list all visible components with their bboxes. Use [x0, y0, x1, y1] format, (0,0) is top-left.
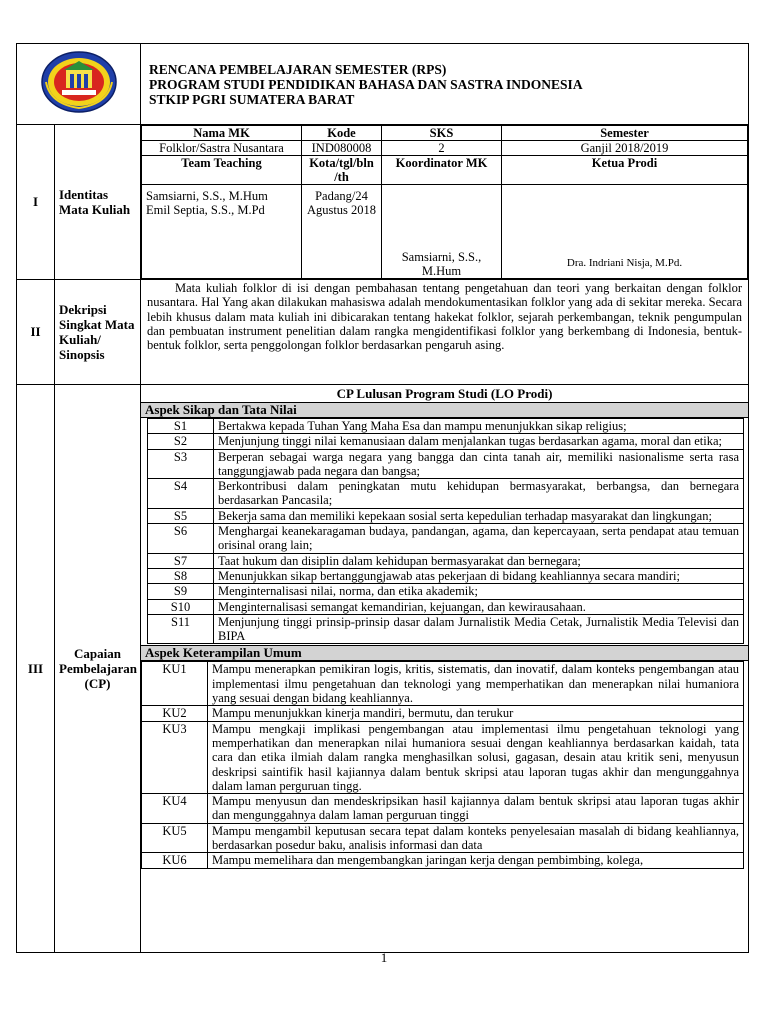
- sikap-description: Berkontribusi dalam peningkatan mutu kehidupan bermasyarakat, berbangsa, dan bernegara berdasarkan Pancasila;: [214, 479, 744, 509]
- ku-code: KU6: [142, 853, 208, 868]
- section-1-label: Identitas Mata Kuliah: [55, 125, 141, 280]
- sikap-row: [148, 419, 744, 434]
- value-kode: IND080008: [302, 141, 382, 156]
- ku-description: Mampu mengkaji implikasi pengembangan atau implementasi ilmu pengetahuan teknologi yang memperhatikan dan menerapkan nilai humaniora sesuai dengan keahliannya berdasarkan kaidah, tata cara dan etika ilmiah dalam rangka menghasilkan solusi, gagasan, desain atau kritik seni, menyusun deskripsi saintifik hasil kajiannya dalam bentuk skripsi atau laporan tugas akhir dan mengunggahnya dalam laman perguruan tingg.: [208, 721, 744, 793]
- ku-code: KU4: [142, 794, 208, 824]
- ku-description: Mampu menerapkan pemikiran logis, kritis, sistematis, dan inovatif, dalam konteks pengembangan atau implementasi ilmu pengetahuan dan teknologi yang memperhatikan dan menerapkan nilai humaniora yang sesuai dengan bidang keahliannya.: [208, 662, 744, 706]
- sikap-row: [148, 449, 744, 479]
- ku-row: [142, 823, 744, 853]
- team-teaching-cell: [142, 185, 302, 279]
- sikap-description: Taat hukum dan disiplin dalam kehidupan bermasyarakat dan bernegara;: [214, 553, 744, 568]
- sikap-row: [148, 479, 744, 509]
- sikap-row: [148, 568, 744, 583]
- header-sks: SKS: [382, 126, 502, 141]
- sikap-description: Bertakwa kepada Tuhan Yang Maha Esa dan mampu menunjukkan sikap religius;: [214, 419, 744, 434]
- header-kota-tgl: Kota/tgl/bln /th: [302, 156, 382, 185]
- sikap-row: [148, 508, 744, 523]
- rps-document: [16, 43, 748, 953]
- title-line-1: RENCANA PEMBELAJARAN SEMESTER (RPS): [149, 61, 447, 77]
- sikap-description: Menunjukkan sikap bertanggungjawab atas pekerjaan di bidang keahliannya secara mandiri;: [214, 568, 744, 583]
- ku-description: Mampu mengambil keputusan secara tepat dalam konteks penyelesaian masalah di bidang keahliannya, berdasarkan posedur baku, analisis informasi dan data: [208, 823, 744, 853]
- sikap-description: Menjunjung tinggi nilai kemanusiaan dalam menjalankan tugas berdasarkan agama, moral dan etika;: [214, 434, 744, 449]
- ku-description: Mampu menunjukkan kinerja mandiri, bermutu, dan terukur: [208, 706, 744, 721]
- team-member-2: Emil Septia, S.S., M.Pd: [146, 203, 265, 217]
- sikap-code: S5: [148, 508, 214, 523]
- ku-code: KU3: [142, 721, 208, 793]
- ku-table: [141, 661, 744, 868]
- sikap-code: S8: [148, 568, 214, 583]
- sikap-code: S4: [148, 479, 214, 509]
- header-team-teaching: Team Teaching: [142, 156, 302, 185]
- ku-code: KU1: [142, 662, 208, 706]
- document-title: [141, 44, 749, 125]
- rps-table: [16, 43, 749, 953]
- sikap-code: S7: [148, 553, 214, 568]
- sikap-row: [148, 553, 744, 568]
- ketua-prodi-name: Dra. Indriani Nisja, M.Pd.: [502, 185, 748, 279]
- value-nama-mk: Folklor/Sastra Nusantara: [142, 141, 302, 156]
- value-sks: 2: [382, 141, 502, 156]
- sikap-row: [148, 584, 744, 599]
- team-member-1: Samsiarni, S.S., M.Hum: [146, 189, 268, 203]
- sikap-row: [148, 614, 744, 644]
- ku-row: [142, 853, 744, 868]
- section-1-number: I: [17, 125, 55, 280]
- ku-code: KU2: [142, 706, 208, 721]
- institution-seal-icon: [40, 50, 118, 114]
- koordinator-name: Samsiarni, S.S., M.Hum: [382, 185, 502, 279]
- sikap-description: Berperan sebagai warga negara yang bangga dan cinta tanah air, memiliki nasionalisme serta rasa tanggungjawab pada negara dan bangsa;: [214, 449, 744, 479]
- sikap-description: Menginternalisasi nilai, norma, dan etika akademik;: [214, 584, 744, 599]
- cp-heading: CP Lulusan Program Studi (LO Prodi): [336, 386, 553, 401]
- sikap-code: S11: [148, 614, 214, 644]
- sikap-row: [148, 524, 744, 554]
- header-nama-mk: Nama MK: [142, 126, 302, 141]
- header-koordinator: Koordinator MK: [382, 156, 502, 185]
- ku-code: KU5: [142, 823, 208, 853]
- value-semester: Ganjil 2018/2019: [502, 141, 748, 156]
- ku-row: [142, 721, 744, 793]
- title-line-3: STKIP PGRI SUMATERA BARAT: [149, 91, 355, 107]
- header-semester: Semester: [502, 126, 748, 141]
- ku-row: [142, 794, 744, 824]
- sikap-row: [148, 599, 744, 614]
- sikap-description: Bekerja sama dan memiliki kepekaan sosial serta kepedulian terhadap masyarakat dan lingkungan;: [214, 508, 744, 523]
- aspect-sikap-title: Aspek Sikap dan Tata Nilai: [141, 402, 748, 418]
- aspect-ku-title: Aspek Keterampilan Umum: [141, 645, 748, 661]
- sikap-code: S10: [148, 599, 214, 614]
- place-date: Padang/24 Agustus 2018: [302, 185, 382, 279]
- section-2-label: Dekripsi Singkat Mata Kuliah/ Sinopsis: [55, 280, 141, 385]
- ku-description: Mampu memelihara dan mengembangkan jaringan kerja dengan pembimbing, kolega,: [208, 853, 744, 868]
- section-2-number: II: [17, 280, 55, 385]
- ku-row: [142, 662, 744, 706]
- logo-cell: [17, 44, 141, 125]
- synopsis-body: Mata kuliah folklor di isi dengan pembahasan tentang pengetahuan dan teori yang berkaitan dengan folklor nusantara. Hal Yang akan dilakukan mahasiswa adalah mendokumentasikan folklor yang ada di sekitar mereka. Secara lebih khusus dalam mata kuliah ini dibicarakan tentang hakekat folklor, sejarah perkembangan, teknik pengumpulan dan pembuatan instrument penelitian dalam rangka mengidentifikasi folklor yang berkembang di Indonesia, bentuk-bentuk folklor, serta penggolongan folklor berdasarkan pengaruh asing.: [147, 281, 742, 353]
- ku-row: [142, 706, 744, 721]
- cp-cell: [141, 385, 749, 953]
- sikap-code: S3: [148, 449, 214, 479]
- identity-table: [141, 125, 748, 279]
- ku-description: Mampu menyusun dan mendeskripsikan hasil kajiannya dalam bentuk skripsi atau laporan tugas akhir dan mengunggahnya dalam laman perguruan tinggi: [208, 794, 744, 824]
- sikap-description: Menghargai keanekaragaman budaya, pandangan, agama, dan kepercayaan, serta pendapat atau temuan orisinal orang lain;: [214, 524, 744, 554]
- section-3-label: Capaian Pembelajaran (CP): [55, 385, 141, 953]
- sikap-row: [148, 434, 744, 449]
- sikap-table: [147, 418, 744, 644]
- sikap-description: Menjunjung tinggi prinsip-prinsip dasar dalam Jurnalistik Media Cetak, Jurnalistik Media Televisi dan BIPA: [214, 614, 744, 644]
- header-ketua-prodi: Ketua Prodi: [502, 156, 748, 185]
- page-number: 1: [380, 950, 388, 965]
- identity-cell: [141, 125, 749, 280]
- sikap-code: S2: [148, 434, 214, 449]
- sikap-code: S6: [148, 524, 214, 554]
- sikap-code: S9: [148, 584, 214, 599]
- sikap-code: S1: [148, 419, 214, 434]
- header-kode: Kode: [302, 126, 382, 141]
- sikap-description: Menginternalisasi semangat kemandirian, kejuangan, dan kewirausahaan.: [214, 599, 744, 614]
- title-line-2: PROGRAM STUDI PENDIDIKAN BAHASA DAN SASTRA INDONESIA: [149, 76, 583, 92]
- section-3-number: III: [17, 385, 55, 953]
- synopsis-text: [141, 280, 749, 385]
